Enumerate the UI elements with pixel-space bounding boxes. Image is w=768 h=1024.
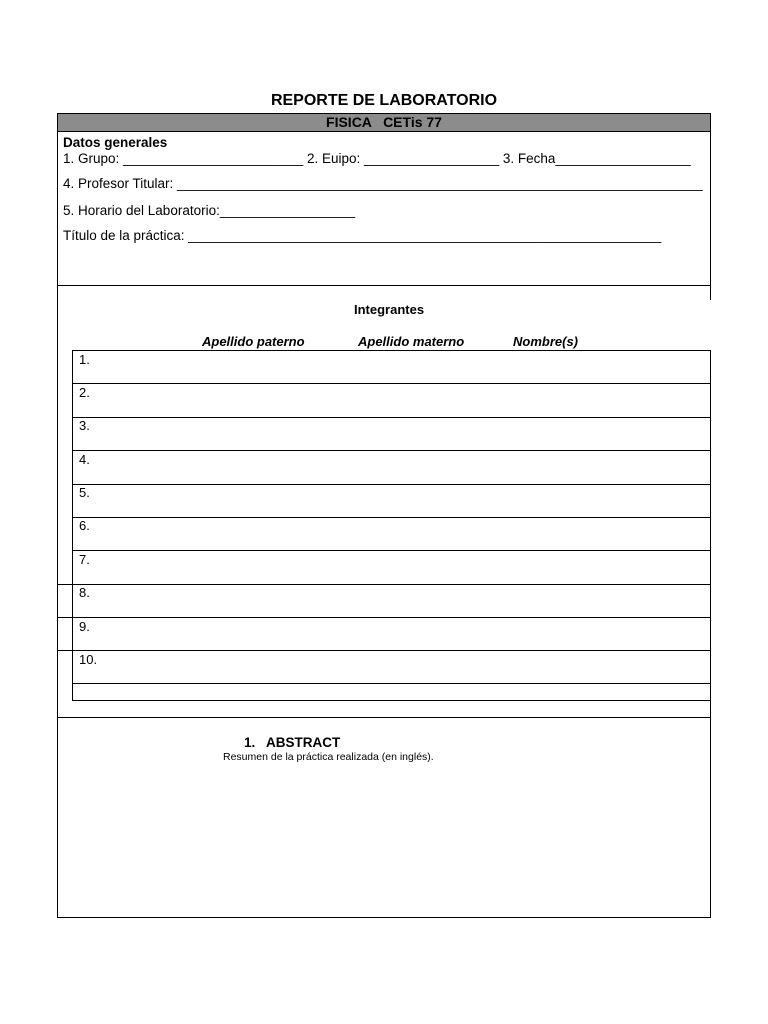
general-section-divider — [57, 285, 711, 286]
row-separator — [72, 383, 711, 384]
row-number-7: 7. — [79, 552, 90, 567]
column-header-maternal: Apellido materno — [358, 334, 465, 349]
general-heading: Datos generales — [63, 135, 168, 150]
row-separator — [72, 683, 711, 684]
row-number-9: 9. — [79, 619, 90, 634]
professor-line: 4. Profesor Titular: ______________________________________________________________________ — [63, 176, 703, 191]
row-number-8: 8. — [79, 585, 90, 600]
frame-right-border-bottom — [710, 700, 711, 918]
frame-left-border — [57, 113, 58, 918]
subject-bar: FISICA CETis 77 — [57, 113, 711, 132]
row-number-1: 1. — [79, 352, 90, 367]
document-title: REPORTE DE LABORATORIO — [270, 92, 498, 109]
row-number-5: 5. — [79, 485, 90, 500]
row-separator — [72, 417, 711, 418]
lab-schedule-line: 5. Horario del Laboratorio:__________________ — [63, 203, 355, 218]
abstract-description: Resumen de la práctica realizada (en inglés). — [223, 751, 434, 763]
members-table-top-border — [72, 350, 711, 351]
row-separator — [57, 650, 711, 651]
row-separator — [57, 584, 711, 585]
row-number-6: 6. — [79, 518, 90, 533]
row-number-3: 3. — [79, 418, 90, 433]
row-separator — [72, 484, 711, 485]
members-heading: Integrantes — [354, 302, 425, 317]
column-header-names: Nombre(s) — [513, 334, 579, 349]
members-section-divider — [57, 717, 711, 718]
column-header-paternal: Apellido paterno — [202, 334, 305, 349]
row-number-2: 2. — [79, 385, 90, 400]
practice-title-line: Título de la práctica: _______________________________________________________________ — [63, 228, 662, 243]
abstract-heading: 1. ABSTRACT — [244, 735, 341, 750]
group-team-date-line: 1. Grupo: ________________________ 2. Euipo: __________________ 3. Fecha__________________ — [63, 151, 691, 166]
frame-right-border-top — [710, 113, 711, 300]
row-separator — [72, 517, 711, 518]
members-table-right-border — [710, 350, 711, 701]
row-number-10: 10. — [79, 652, 98, 667]
members-table-bottom-border — [72, 700, 711, 701]
row-separator — [72, 450, 711, 451]
row-separator — [72, 550, 711, 551]
frame-bottom-border — [57, 917, 711, 918]
members-table-left-border — [72, 350, 73, 701]
row-separator — [57, 617, 711, 618]
row-number-4: 4. — [79, 452, 90, 467]
